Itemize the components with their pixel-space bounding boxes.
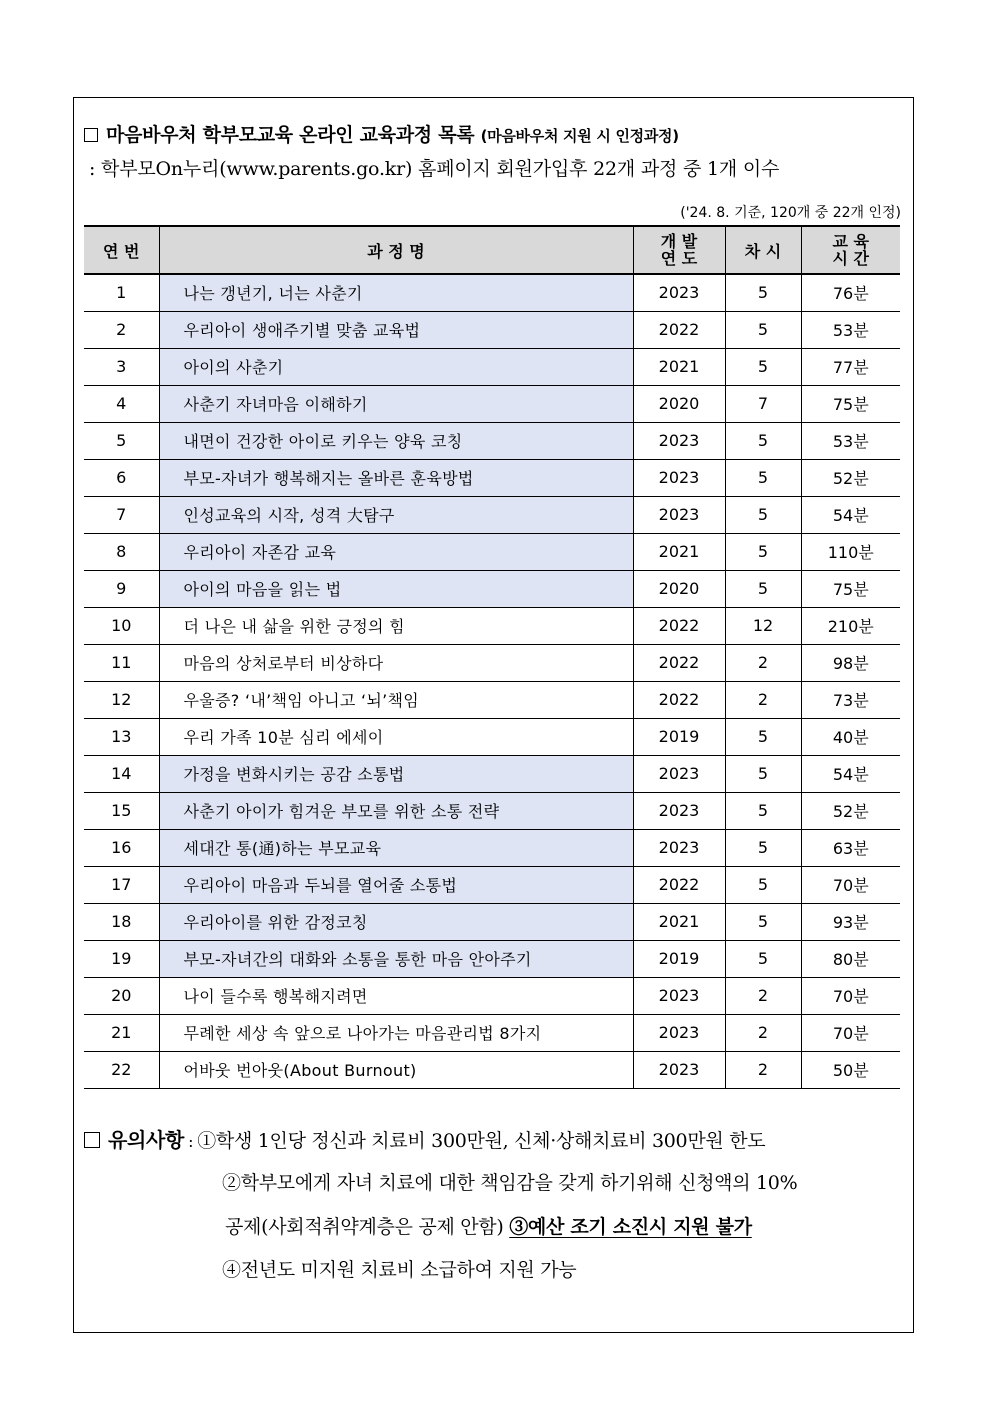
table-row: [84, 792, 900, 829]
cell-name: 사춘기 아이가 힘겨운 부모를 위한 소통 전략: [159, 792, 633, 829]
cell-time: 54분: [801, 496, 900, 533]
cell-name: 우리아이 생애주기별 맞춤 교육법: [159, 311, 633, 348]
notes-item-2: ②학부모에게 자녀 치료에 대한 책임감을 갖게 하기위해 신청액의 10%: [222, 1172, 798, 1194]
cell-year: 2023: [633, 755, 725, 792]
cell-name: 나이 들수록 행복해지려면: [159, 977, 633, 1014]
cell-time: 52분: [801, 459, 900, 496]
cell-no: 1: [84, 274, 159, 311]
cell-no: 18: [84, 903, 159, 940]
cell-sessions: 12: [725, 607, 801, 644]
table-row: [84, 274, 900, 311]
cell-no: 9: [84, 570, 159, 607]
cell-no: 22: [84, 1051, 159, 1088]
table-row: [84, 903, 900, 940]
header-year-line2: 연 도: [660, 249, 698, 268]
cell-no: 16: [84, 829, 159, 866]
cell-sessions: 5: [725, 348, 801, 385]
cell-time: 80분: [801, 940, 900, 977]
cell-no: 8: [84, 533, 159, 570]
cell-sessions: 5: [725, 533, 801, 570]
header-time-line2: 시 간: [832, 249, 869, 268]
notes-item-1: ①학생 1인당 정신과 치료비 300만원, 신체·상해치료비 300만원 한도: [197, 1130, 766, 1152]
cell-sessions: 5: [725, 718, 801, 755]
notes-line-1: [84, 1124, 765, 1153]
cell-name: 부모-자녀간의 대화와 소통을 통한 마음 안아주기: [159, 940, 633, 977]
notes-line-3: [225, 1212, 752, 1239]
cell-no: 7: [84, 496, 159, 533]
cell-name: 인성교육의 시작, 성격 大탐구: [159, 496, 633, 533]
table-row: [84, 422, 900, 459]
cell-year: 2022: [633, 644, 725, 681]
cell-sessions: 2: [725, 1014, 801, 1051]
cell-year: 2021: [633, 533, 725, 570]
cell-name: 더 나은 내 삶을 위한 긍정의 힘: [159, 607, 633, 644]
cell-sessions: 5: [725, 903, 801, 940]
cell-sessions: 5: [725, 496, 801, 533]
cell-no: 13: [84, 718, 159, 755]
cell-sessions: 5: [725, 755, 801, 792]
cell-name: 내면이 건강한 아이로 키우는 양육 코칭: [159, 422, 633, 459]
cell-no: 21: [84, 1014, 159, 1051]
title-sub: (마음바우처 지원 시 인정과정): [480, 127, 679, 145]
cell-sessions: 5: [725, 940, 801, 977]
table-row: [84, 940, 900, 977]
table-body: [84, 274, 900, 1088]
cell-year: 2023: [633, 829, 725, 866]
cell-no: 15: [84, 792, 159, 829]
checkbox-square-icon: [84, 1132, 100, 1148]
header-year-line1: 개 발: [660, 232, 698, 251]
cell-year: 2023: [633, 792, 725, 829]
table-row: [84, 977, 900, 1014]
cell-name: 세대간 통(通)하는 부모교육: [159, 829, 633, 866]
cell-year: 2023: [633, 422, 725, 459]
cell-time: 52분: [801, 792, 900, 829]
notes-item-4: ④전년도 미지원 치료비 소급하여 지원 가능: [222, 1259, 577, 1281]
cell-name: 사춘기 자녀마음 이해하기: [159, 385, 633, 422]
header-no: 연 번: [84, 226, 159, 274]
cell-time: 210분: [801, 607, 900, 644]
header-time: [801, 226, 900, 274]
cell-name: 나는 갱년기, 너는 사춘기: [159, 274, 633, 311]
cell-time: 98분: [801, 644, 900, 681]
cell-time: 77분: [801, 348, 900, 385]
cell-name: 아이의 사춘기: [159, 348, 633, 385]
cell-time: 50분: [801, 1051, 900, 1088]
cell-name: 가정을 변화시키는 공감 소통법: [159, 755, 633, 792]
table-row: [84, 607, 900, 644]
cell-no: 5: [84, 422, 159, 459]
table-row: [84, 570, 900, 607]
cell-time: 70분: [801, 866, 900, 903]
cell-sessions: 5: [725, 274, 801, 311]
cell-time: 70분: [801, 977, 900, 1014]
cell-name: 무례한 세상 속 앞으로 나아가는 마음관리법 8가지: [159, 1014, 633, 1051]
cell-no: 14: [84, 755, 159, 792]
cell-time: 75분: [801, 570, 900, 607]
cell-no: 4: [84, 385, 159, 422]
cell-sessions: 5: [725, 792, 801, 829]
cell-name: 마음의 상처로부터 비상하다: [159, 644, 633, 681]
cell-time: 76분: [801, 274, 900, 311]
table-row: [84, 496, 900, 533]
cell-time: 70분: [801, 1014, 900, 1051]
notes-item-2-cont: 공제(사회적취약계층은 공제 안함): [225, 1216, 504, 1238]
cell-sessions: 2: [725, 644, 801, 681]
cell-time: 63분: [801, 829, 900, 866]
cell-year: 2023: [633, 274, 725, 311]
table-row: [84, 681, 900, 718]
cell-time: 53분: [801, 422, 900, 459]
cell-year: 2023: [633, 496, 725, 533]
cell-year: 2021: [633, 348, 725, 385]
cell-year: 2019: [633, 718, 725, 755]
cell-no: 3: [84, 348, 159, 385]
cell-sessions: 5: [725, 570, 801, 607]
table-row: [84, 348, 900, 385]
notes-item-3: ③예산 조기 소진시 지원 불가: [509, 1216, 752, 1238]
cell-no: 10: [84, 607, 159, 644]
cell-year: 2022: [633, 681, 725, 718]
cell-year: 2021: [633, 903, 725, 940]
cell-time: 75분: [801, 385, 900, 422]
table-row: [84, 1051, 900, 1088]
cell-year: 2023: [633, 1051, 725, 1088]
document-title: [84, 120, 679, 147]
cell-sessions: 2: [725, 681, 801, 718]
cell-year: 2020: [633, 385, 725, 422]
document-subtitle: : 학부모On누리(www.parents.go.kr) 홈페이지 회원가입후 22개 과정 중 1개 이수: [89, 158, 780, 180]
cell-year: 2023: [633, 1014, 725, 1051]
header-year: [633, 226, 725, 274]
cell-no: 20: [84, 977, 159, 1014]
cell-no: 12: [84, 681, 159, 718]
cell-sessions: 7: [725, 385, 801, 422]
header-name: 과 정 명: [159, 226, 633, 274]
cell-name: 아이의 마음을 읽는 법: [159, 570, 633, 607]
cell-time: 73분: [801, 681, 900, 718]
table-note: ('24. 8. 기준, 120개 중 22개 인정): [680, 205, 901, 221]
cell-sessions: 5: [725, 459, 801, 496]
cell-year: 2020: [633, 570, 725, 607]
cell-name: 부모-자녀가 행복해지는 올바른 훈육방법: [159, 459, 633, 496]
cell-time: 93분: [801, 903, 900, 940]
table-row: [84, 1014, 900, 1051]
document-frame: [73, 97, 914, 1333]
cell-year: 2022: [633, 311, 725, 348]
table-row: [84, 866, 900, 903]
cell-time: 53분: [801, 311, 900, 348]
cell-sessions: 5: [725, 866, 801, 903]
cell-name: 우리 가족 10분 심리 에세이: [159, 718, 633, 755]
cell-year: 2023: [633, 459, 725, 496]
notes-label: 유의사항: [108, 1128, 185, 1152]
cell-time: 40분: [801, 718, 900, 755]
cell-name: 우울증? ‘내’책임 아니고 ‘뇌’책임: [159, 681, 633, 718]
table-row: [84, 755, 900, 792]
cell-year: 2019: [633, 940, 725, 977]
cell-year: 2023: [633, 977, 725, 1014]
cell-no: 11: [84, 644, 159, 681]
cell-no: 2: [84, 311, 159, 348]
table-row: [84, 829, 900, 866]
cell-name: 우리아이를 위한 감정코칭: [159, 903, 633, 940]
notes-colon: :: [188, 1132, 194, 1151]
table-row: [84, 533, 900, 570]
cell-time: 110분: [801, 533, 900, 570]
cell-sessions: 2: [725, 1051, 801, 1088]
title-main: 마음바우처 학부모교육 온라인 교육과정 목록: [106, 124, 475, 146]
cell-name: 우리아이 자존감 교육: [159, 533, 633, 570]
cell-no: 17: [84, 866, 159, 903]
header-sessions: 차 시: [725, 226, 801, 274]
table-header-row: [84, 226, 900, 274]
cell-name: 우리아이 마음과 두뇌를 열어줄 소통법: [159, 866, 633, 903]
table-row: [84, 644, 900, 681]
cell-year: 2022: [633, 607, 725, 644]
cell-time: 54분: [801, 755, 900, 792]
checkbox-square-icon: [84, 128, 98, 142]
cell-no: 6: [84, 459, 159, 496]
cell-no: 19: [84, 940, 159, 977]
cell-sessions: 5: [725, 422, 801, 459]
cell-sessions: 5: [725, 311, 801, 348]
table-row: [84, 459, 900, 496]
cell-sessions: 2: [725, 977, 801, 1014]
cell-year: 2022: [633, 866, 725, 903]
course-table: [84, 225, 900, 1089]
cell-name: 어바웃 번아웃(About Burnout): [159, 1051, 633, 1088]
table-row: [84, 385, 900, 422]
cell-sessions: 5: [725, 829, 801, 866]
table-row: [84, 718, 900, 755]
table-row: [84, 311, 900, 348]
header-time-line1: 교 육: [832, 232, 869, 251]
